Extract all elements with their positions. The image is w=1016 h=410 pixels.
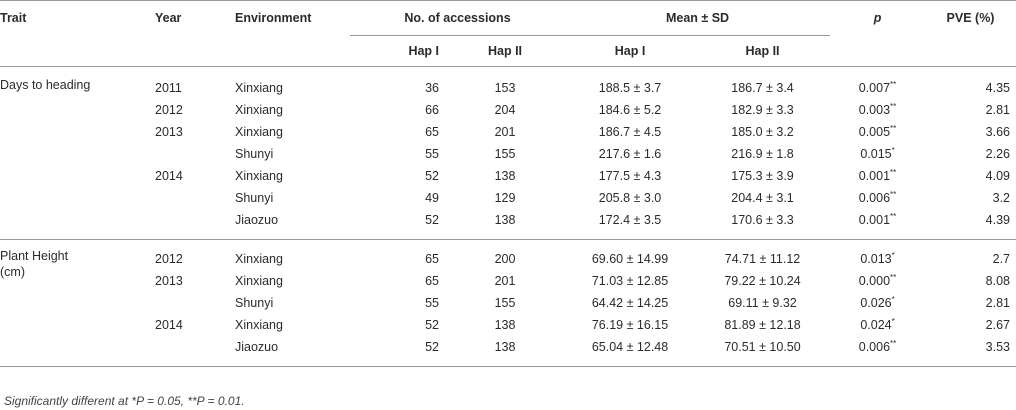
- hap2-count-cell: 138: [494, 318, 516, 332]
- year-cell: [155, 187, 235, 209]
- hap1-count-cell: 52: [425, 169, 439, 183]
- significance-mark: **: [890, 211, 897, 221]
- hap2-mean-cell: 170.6 ± 3.3: [731, 213, 794, 227]
- year-cell: 2013: [155, 274, 183, 288]
- p-value: 0.007: [858, 81, 891, 95]
- environment-cell: Jiaozuo: [235, 340, 279, 354]
- hap2-mean-cell: 69.11 ± 9.32: [728, 296, 797, 310]
- pve-cell: 2.67: [985, 318, 1011, 332]
- p-value-cell: [830, 67, 925, 100]
- significance-mark: *: [891, 294, 895, 304]
- p-value-cell: [830, 121, 925, 143]
- hap1-count-cell: 52: [425, 213, 439, 227]
- hap2-mean-cell: 81.89 ± 12.18: [724, 318, 801, 332]
- p-value: 0.003: [858, 103, 891, 117]
- hap1-count-cell: 52: [425, 318, 439, 332]
- hap2-mean-cell: 175.3 ± 3.9: [731, 169, 794, 183]
- environment-cell: Xinxiang: [235, 169, 283, 183]
- trait-cell: [0, 67, 155, 240]
- hap2-count-cell: 138: [494, 169, 516, 183]
- significance-mark: *: [891, 145, 895, 155]
- hap1-count-cell: 36: [425, 81, 439, 95]
- pve-cell: 4.39: [985, 213, 1011, 227]
- environment-cell: Xinxiang: [235, 318, 283, 332]
- p-value: 0.013: [860, 252, 892, 266]
- table-header: [0, 1, 1016, 67]
- hap1-mean-cell: 205.8 ± 3.0: [598, 191, 662, 205]
- year-cell: [155, 292, 235, 314]
- hap2-mean-cell: 70.51 ± 10.50: [724, 340, 801, 354]
- environment-cell: Jiaozuo: [235, 213, 279, 227]
- hap2-mean-cell: 204.4 ± 3.1: [731, 191, 794, 205]
- year-cell: 2012: [155, 103, 183, 117]
- p-value: 0.006: [858, 191, 891, 205]
- hap1-count-cell: 65: [425, 274, 439, 288]
- hap1-count-cell: 55: [425, 296, 439, 310]
- year-cell: 2011: [155, 81, 182, 95]
- p-value-cell: [830, 314, 925, 336]
- environment-cell: Shunyi: [235, 147, 274, 161]
- header-trait: Trait: [0, 11, 27, 26]
- p-value: 0.005: [858, 125, 891, 139]
- trait-cell: [0, 240, 155, 367]
- header-mean-sd: Mean ± SD: [565, 1, 830, 36]
- pve-cell: 3.66: [985, 125, 1011, 139]
- significance-mark: **: [890, 338, 897, 348]
- hap2-mean-cell: 185.0 ± 3.2: [731, 125, 794, 139]
- hap2-mean-cell: 216.9 ± 1.8: [731, 147, 794, 161]
- pve-cell: 3.53: [985, 340, 1011, 354]
- group-days-to-heading: [0, 67, 1016, 240]
- hap1-mean-cell: 177.5 ± 4.3: [598, 169, 662, 183]
- environment-cell: Xinxiang: [235, 252, 283, 266]
- hap1-count-cell: 65: [425, 252, 439, 266]
- hap2-count-cell: 155: [494, 147, 516, 161]
- pve-cell: 3.2: [992, 191, 1011, 205]
- hap1-mean-cell: 69.60 ± 14.99: [591, 252, 669, 266]
- hap2-count-cell: 138: [494, 340, 516, 354]
- trait-label: Days to heading: [0, 78, 91, 92]
- p-value: 0.006: [858, 340, 891, 354]
- header-hap2-count: Hap II: [487, 44, 523, 58]
- header-hap1-count: Hap I: [408, 44, 439, 58]
- hap1-mean-cell: 184.6 ± 5.2: [598, 103, 662, 117]
- footnote: Significantly different at *P = 0.05, **P = 0.01.: [4, 394, 245, 408]
- hap2-count-cell: 129: [494, 191, 516, 205]
- pve-cell: 8.08: [985, 274, 1011, 288]
- pve-cell: 4.35: [985, 81, 1011, 95]
- hap2-mean-cell: 79.22 ± 10.24: [724, 274, 801, 288]
- p-value-cell: [830, 336, 925, 367]
- p-value: 0.026: [860, 296, 892, 310]
- year-cell: [155, 143, 235, 165]
- hap2-count-cell: 204: [494, 103, 516, 117]
- year-cell: 2013: [155, 125, 183, 139]
- year-cell: 2012: [155, 252, 183, 266]
- hap1-mean-cell: 76.19 ± 16.15: [591, 318, 669, 332]
- header-year: Year: [155, 11, 182, 26]
- hap2-mean-cell: 74.71 ± 11.12: [724, 252, 801, 266]
- p-value-cell: [830, 270, 925, 292]
- p-value: 0.001: [858, 169, 891, 183]
- hap2-count-cell: 201: [494, 125, 516, 139]
- hap2-mean-cell: 182.9 ± 3.3: [731, 103, 794, 117]
- pve-cell: 4.09: [985, 169, 1011, 183]
- pve-cell: 2.81: [985, 296, 1011, 310]
- table-row: [0, 240, 1016, 271]
- environment-cell: Shunyi: [235, 191, 274, 205]
- trait-label: Plant Height: [0, 249, 69, 263]
- hap1-mean-cell: 217.6 ± 1.6: [598, 147, 662, 161]
- p-value-cell: [830, 143, 925, 165]
- p-value: 0.015: [860, 147, 892, 161]
- hap2-count-cell: 200: [494, 252, 516, 266]
- significance-mark: **: [890, 101, 897, 111]
- p-value-cell: [830, 99, 925, 121]
- header-pve: PVE (%): [946, 11, 995, 26]
- environment-cell: Shunyi: [235, 296, 274, 310]
- environment-cell: Xinxiang: [235, 103, 283, 117]
- hap1-count-cell: 65: [425, 125, 439, 139]
- p-value-cell: [830, 165, 925, 187]
- pve-cell: 2.81: [985, 103, 1011, 117]
- p-value: 0.001: [858, 213, 891, 227]
- p-value: 0.024: [860, 318, 892, 332]
- hap2-count-cell: 155: [494, 296, 516, 310]
- significance-mark: **: [890, 123, 897, 133]
- year-cell: [155, 209, 235, 240]
- significance-mark: **: [890, 189, 897, 199]
- hap1-count-cell: 66: [425, 103, 439, 117]
- significance-mark: **: [890, 167, 897, 177]
- hap1-count-cell: 49: [425, 191, 439, 205]
- environment-cell: Xinxiang: [235, 81, 283, 95]
- hap1-count-cell: 55: [425, 147, 439, 161]
- hap1-mean-cell: 188.5 ± 3.7: [598, 81, 662, 95]
- pve-cell: 2.26: [985, 147, 1011, 161]
- hap2-mean-cell: 186.7 ± 3.4: [731, 81, 794, 95]
- header-hap1-mean: Hap I: [614, 44, 646, 58]
- year-cell: 2014: [155, 318, 183, 332]
- p-value: 0.000: [858, 274, 891, 288]
- p-value-cell: [830, 209, 925, 240]
- significance-mark: *: [891, 316, 895, 326]
- hap1-mean-cell: 172.4 ± 3.5: [598, 213, 662, 227]
- year-cell: [155, 336, 235, 367]
- environment-cell: Xinxiang: [235, 125, 283, 139]
- hap1-mean-cell: 71.03 ± 12.85: [591, 274, 669, 288]
- header-hap2-mean: Hap II: [745, 44, 780, 58]
- p-value-cell: [830, 187, 925, 209]
- p-value-cell: [830, 292, 925, 314]
- hap1-mean-cell: 65.04 ± 12.48: [591, 340, 669, 354]
- hap1-count-cell: 52: [425, 340, 439, 354]
- hap1-mean-cell: 64.42 ± 14.25: [591, 296, 669, 310]
- significance-mark: *: [891, 250, 895, 260]
- p-value-cell: [830, 240, 925, 271]
- year-cell: 2014: [155, 169, 183, 183]
- significance-mark: **: [890, 79, 897, 89]
- hap2-count-cell: 138: [494, 213, 516, 227]
- hap2-count-cell: 201: [494, 274, 516, 288]
- group-plant-height: [0, 240, 1016, 367]
- header-environment: Environment: [235, 11, 312, 26]
- header-p: p: [873, 11, 882, 26]
- hap2-count-cell: 153: [494, 81, 516, 95]
- table-row: [0, 67, 1016, 100]
- environment-cell: Xinxiang: [235, 274, 283, 288]
- header-accessions: No. of accessions: [350, 1, 565, 36]
- significance-mark: **: [890, 272, 897, 282]
- pve-cell: 2.7: [992, 252, 1011, 266]
- hap1-mean-cell: 186.7 ± 4.5: [598, 125, 662, 139]
- trait-label-line2: (cm): [0, 265, 25, 279]
